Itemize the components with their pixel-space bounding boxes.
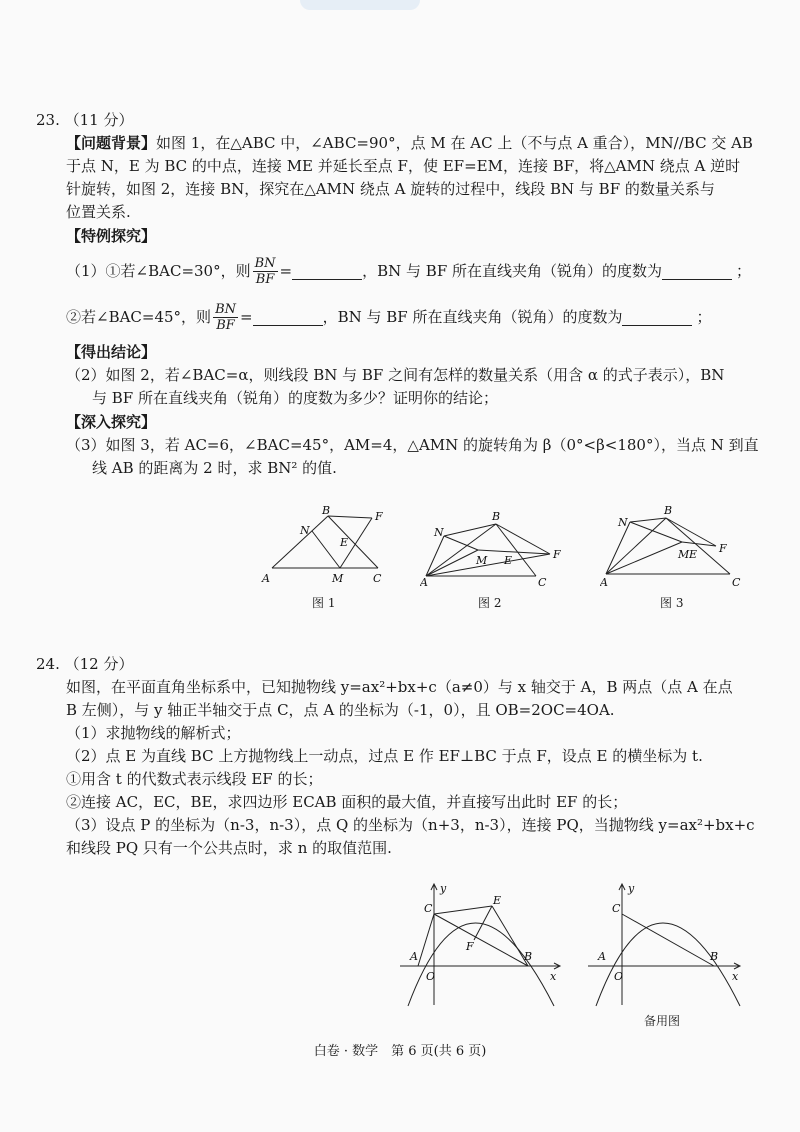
section-tag-special: 【特例探究】 [66,227,157,245]
fraction-bn-bf: $\frac{BN}{BF}$ [254,255,276,287]
section-tag-background: 【问题背景】 [66,134,157,152]
label-e: E [689,548,698,561]
label-f: F [553,548,561,561]
background-line-4: 位置关系. [66,203,131,221]
problem-24-header [36,652,756,676]
axis-label-x: x [732,970,739,983]
label-e: E [493,894,502,907]
label-c: C [373,572,382,585]
figure-1 [260,506,390,616]
problem-23 [36,108,759,480]
label-e: E [504,554,513,567]
figure-1-caption: 图 1 [312,596,336,610]
figure-2-caption: 图 2 [478,596,502,610]
section-tag-deep: 【深入探究】 [66,413,157,431]
p24-line-6: ②连接 AC，EC，BE，求四边形 ECAB 面积的最大值，并直接写出此时 EF 的长； [66,793,628,811]
top-smudge [300,0,420,10]
label-c: C [612,902,621,915]
problem-score: （11 分） [64,111,134,129]
answer-blank[interactable] [253,309,323,326]
question-1a: （1）①若∠BAC=30°，则 $\frac{BN}{BF}$ = ，BN 与 BF 所在直线夹角（锐角）的度数为 ； [66,255,752,287]
label-f: F [466,940,474,953]
label-a: A [410,950,418,963]
label-e: E [340,536,349,549]
question-3-line-2: 线 AB 的距离为 2 时，求 BN² 的值. [92,459,337,477]
figure-3 [600,500,750,616]
figure-3-diagram [600,500,750,596]
spare-figure-caption: 备用图 [644,1014,681,1028]
label-a: A [598,950,606,963]
problem-23-header [36,108,756,132]
label-o: O [614,970,624,983]
background-line-3: 针旋转，如图 2，连接 BN，探究在△AMN 绕点 A 旋转的过程中，线段 BN 与 BF 的数量关系与 [66,180,715,198]
problem-number: 23. [36,111,60,129]
p24-line-3: （1）求抛物线的解析式； [66,724,241,742]
question-1b: ②若∠BAC=45°，则 $\frac{BN}{BF}$ = ，BN 与 BF 所在直线夹角（锐角）的度数为 ； [66,301,712,333]
label-m: M [332,572,344,585]
background-line-1: 【问题背景】如图 1，在△ABC 中，∠ABC=90°，点 M 在 AC 上（不与点 A 重合），MN//BC 交 AB [66,134,753,152]
answer-blank[interactable] [292,263,362,280]
page-footer: 白卷 · 数学 第 6 页(共 6 页) [313,1044,487,1059]
figure-2-diagram [420,506,570,596]
label-n: N [300,524,310,537]
p24-line-4: （2）点 E 为直线 BC 上方抛物线上一动点，过点 E 作 EF⊥BC 于点 F，设点 E 的横坐标为 t. [66,747,703,765]
section-tag-conclusion: 【得出结论】 [66,343,157,361]
p24-line-2: B 左侧），与 y 轴正半轴交于点 C，点 A 的坐标为（-1，0），且 OB=2OC=4OA. [66,701,615,719]
question-2-line-1: （2）如图 2，若∠BAC=α，则线段 BN 与 BF 之间有怎样的数量关系（用含 α 的式子表示），BN [66,366,725,384]
label-b: B [492,510,501,523]
background-line-2: 于点 N，E 为 BC 的中点，连接 ME 并延长至点 F，使 EF=EM，连接 BF，将△AMN 绕点 A 逆时 [66,157,741,175]
problem-24 [36,652,756,860]
figure-2 [420,506,570,616]
axis-label-y: y [440,882,447,895]
answer-blank[interactable] [662,263,732,280]
answer-blank[interactable] [622,309,692,326]
p24-line-5: ①用含 t 的代数式表示线段 EF 的长； [66,770,323,788]
label-f: F [719,542,727,555]
figure-1-diagram [260,506,390,596]
label-a: A [262,572,270,585]
parabola-diagram [400,880,570,1010]
axis-label-x: x [550,970,557,983]
parabola-figure-main [400,880,570,1010]
label-a: A [600,576,608,589]
problem-score: （12 分） [64,655,134,673]
label-b: B [524,950,533,963]
fraction-bn-bf: $\frac{BN}{BF}$ [215,301,236,333]
label-m: M [678,548,690,561]
p24-line-1: 如图，在平面直角坐标系中，已知抛物线 y=ax²+bx+c（a≠0）与 x 轴交于 A，B 两点（点 A 在点 [66,678,733,696]
p24-line-7: （3）设点 P 的坐标为（n-3，n-3），点 Q 的坐标为（n+3，n-3），连接 PQ，当抛物线 y=ax²+bx+c [66,816,755,834]
label-a: A [420,576,428,589]
label-b: B [710,950,719,963]
parabola-figure-spare [588,880,748,1030]
question-3-line-1: （3）如图 3，若 AC=6，∠BAC=45°，AM=4，△AMN 的旋转角为 β（0°<β<180°），当点 N 到直 [66,436,759,454]
label-n: N [434,526,444,539]
label-f: F [375,510,383,523]
p24-line-8: 和线段 PQ 只有一个公共点时，求 n 的取值范围. [66,839,392,857]
spare-parabola-diagram [588,880,748,1010]
label-n: N [618,516,628,529]
label-b: B [322,506,331,517]
label-m: M [476,554,488,567]
question-2-line-2: 与 BF 所在直线夹角（锐角）的度数为多少？证明你的结论； [92,389,498,407]
label-b: B [664,504,673,517]
axis-label-y: y [628,882,635,895]
label-o: O [426,970,436,983]
label-c: C [424,902,433,915]
problem-number: 24. [36,655,60,673]
figure-3-caption: 图 3 [660,596,684,610]
label-c: C [538,576,547,589]
label-c: C [732,576,741,589]
